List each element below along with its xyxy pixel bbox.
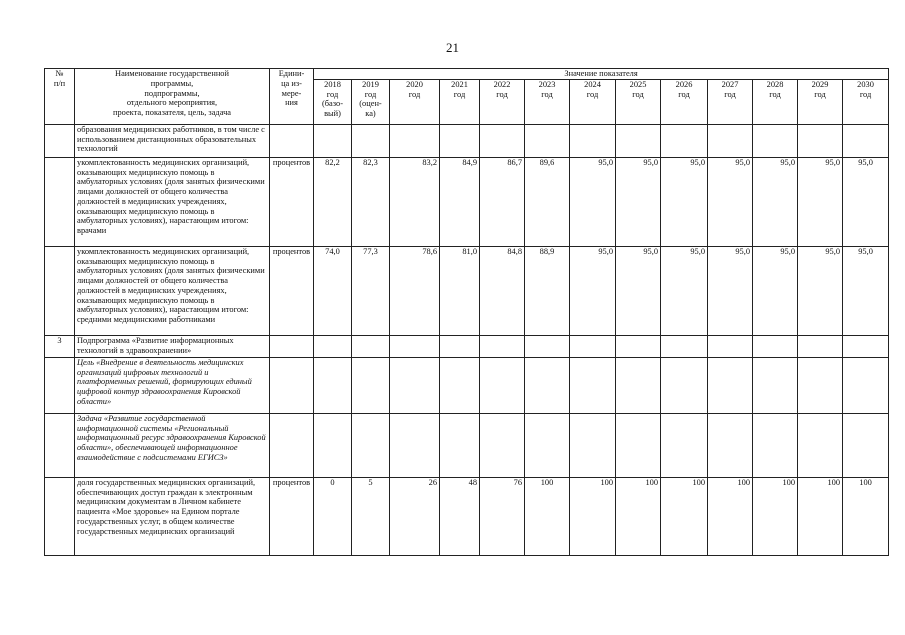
- row-name: образования медицинских работников, в том числе с использованием дистанционных образовательных технологий: [75, 124, 270, 157]
- row-value: [390, 335, 440, 357]
- row-name: Цель «Внедрение в деятельность медицинских организаций цифровых технологий и платформенных решений, формирующих единый цифровой контур здравоохранения Кировской области»: [75, 357, 270, 413]
- row-value: [480, 357, 525, 413]
- row-value: 95,0: [753, 246, 798, 335]
- row-value: [525, 413, 570, 477]
- header-year: 2019 год (оцен- ка): [352, 79, 390, 124]
- header-year: 2023 год: [525, 79, 570, 124]
- page-number: 21: [446, 40, 459, 55]
- row-number: [45, 413, 75, 477]
- row-value: [798, 357, 843, 413]
- row-value: 84,9: [440, 157, 480, 246]
- row-value: [661, 357, 708, 413]
- row-value: [525, 357, 570, 413]
- row-value: 84,8: [480, 246, 525, 335]
- row-value: 76: [480, 477, 525, 555]
- row-number: [45, 124, 75, 157]
- row-value: [390, 124, 440, 157]
- header-year: 2018 год (базо- вый): [314, 79, 352, 124]
- row-value: 100: [661, 477, 708, 555]
- row-value: 74,0: [314, 246, 352, 335]
- row-name: доля государственных медицинских организаций, обеспечивающих доступ граждан к электронным медицинским документам в Личном кабинете пациента «Мое здоровье» на Едином портале государственных услуг, в общем количестве государственных медицинских организаций: [75, 477, 270, 555]
- row-value: [661, 413, 708, 477]
- row-value: [798, 413, 843, 477]
- row-value: 95,0: [843, 246, 889, 335]
- row-value: 0: [314, 477, 352, 555]
- row-value: 86,7: [480, 157, 525, 246]
- row-value: [390, 413, 440, 477]
- row-unit: процентов: [270, 246, 314, 335]
- row-value: [708, 124, 753, 157]
- row-value: 95,0: [570, 246, 616, 335]
- row-number: 3: [45, 335, 75, 357]
- row-value: [798, 124, 843, 157]
- row-unit: процентов: [270, 477, 314, 555]
- header-name: Наименование государственной программы, подпрограммы, отдельного мероприятия, проекта, показателя, цель, задача: [75, 69, 270, 125]
- row-value: 89,6: [525, 157, 570, 246]
- row-value: 100: [753, 477, 798, 555]
- header-year: 2029 год: [798, 79, 843, 124]
- row-value: [708, 357, 753, 413]
- row-value: [352, 413, 390, 477]
- row-value: 88,9: [525, 246, 570, 335]
- row-value: 81,0: [440, 246, 480, 335]
- row-value: 95,0: [708, 246, 753, 335]
- row-value: [570, 335, 616, 357]
- row-value: 100: [525, 477, 570, 555]
- row-value: 100: [798, 477, 843, 555]
- row-name: укомплектованность медицинских организаций, оказывающих медицинскую помощь в амбулаторных условиях (доля занятых физическими лицами должностей от общего количества должностей в медицинских учреждениях, оказывающих медицинскую помощь в амбулаторных условиях), нарастающим итогом: врачами: [75, 157, 270, 246]
- header-values: Значение показателя: [314, 69, 889, 80]
- row-value: [661, 124, 708, 157]
- row-value: 82,2: [314, 157, 352, 246]
- row-value: 5: [352, 477, 390, 555]
- row-value: [753, 335, 798, 357]
- row-value: [525, 335, 570, 357]
- table-header: [45, 69, 889, 125]
- row-number: [45, 357, 75, 413]
- row-value: [352, 124, 390, 157]
- row-name: Задача «Развитие государственной информационной системы «Региональный информационный ресурс здравоохранения Кировской области», обеспечивающей информационное взаимодействие с подсистемами ЕГИСЗ»: [75, 413, 270, 477]
- row-value: [440, 124, 480, 157]
- row-value: 95,0: [798, 246, 843, 335]
- row-value: [708, 335, 753, 357]
- row-number: [45, 477, 75, 555]
- row-value: [843, 413, 889, 477]
- row-value: 48: [440, 477, 480, 555]
- header-year: 2028 год: [753, 79, 798, 124]
- row-value: [525, 124, 570, 157]
- row-unit: [270, 124, 314, 157]
- row-value: 100: [570, 477, 616, 555]
- row-value: 95,0: [708, 157, 753, 246]
- header-year: 2027 год: [708, 79, 753, 124]
- row-value: [314, 335, 352, 357]
- header-year: 2030 год: [843, 79, 889, 124]
- row-value: 95,0: [616, 157, 661, 246]
- row-value: 95,0: [753, 157, 798, 246]
- header-year: 2026 год: [661, 79, 708, 124]
- row-value: 82,3: [352, 157, 390, 246]
- row-value: [570, 413, 616, 477]
- row-value: 95,0: [616, 246, 661, 335]
- header-unit: Едини- ца из- мере- ния: [270, 69, 314, 125]
- table-row: [45, 357, 889, 413]
- row-value: 95,0: [798, 157, 843, 246]
- row-unit: процентов: [270, 157, 314, 246]
- row-value: 95,0: [661, 246, 708, 335]
- table-row: [45, 335, 889, 357]
- row-value: 83,2: [390, 157, 440, 246]
- table-body: [45, 124, 889, 555]
- table-row: [45, 477, 889, 555]
- table-row: [45, 246, 889, 335]
- row-value: [570, 124, 616, 157]
- row-value: [753, 413, 798, 477]
- row-value: [480, 335, 525, 357]
- row-value: 95,0: [661, 157, 708, 246]
- row-value: [661, 335, 708, 357]
- row-unit: [270, 357, 314, 413]
- row-name: Подпрограмма «Развитие информационных технологий в здравоохранении»: [75, 335, 270, 357]
- row-value: [843, 335, 889, 357]
- row-value: 95,0: [843, 157, 889, 246]
- table-row: [45, 157, 889, 246]
- row-value: [753, 357, 798, 413]
- header-year: 2021 год: [440, 79, 480, 124]
- row-value: 26: [390, 477, 440, 555]
- row-value: [352, 357, 390, 413]
- header-year: 2020 год: [390, 79, 440, 124]
- row-name: укомплектованность медицинских организаций, оказывающих медицинскую помощь в амбулаторных условиях (доля занятых физическими лицами должностей от общего количества должностей в медицинских учреждениях, оказывающих медицинскую помощь в амбулаторных условиях), нарастающим итогом: средними медицинскими работниками: [75, 246, 270, 335]
- row-value: [480, 124, 525, 157]
- table-row: [45, 124, 889, 157]
- row-unit: [270, 335, 314, 357]
- row-value: [440, 335, 480, 357]
- table-row: [45, 413, 889, 477]
- row-value: 77,3: [352, 246, 390, 335]
- row-value: 95,0: [570, 157, 616, 246]
- row-value: [314, 124, 352, 157]
- row-value: [352, 335, 390, 357]
- row-unit: [270, 413, 314, 477]
- row-value: [570, 357, 616, 413]
- row-value: 100: [708, 477, 753, 555]
- row-value: [314, 357, 352, 413]
- row-value: [480, 413, 525, 477]
- header-year: 2025 год: [616, 79, 661, 124]
- row-value: [616, 335, 661, 357]
- row-number: [45, 157, 75, 246]
- row-value: [314, 413, 352, 477]
- header-year: 2022 год: [480, 79, 525, 124]
- row-value: [708, 413, 753, 477]
- header-no: № п/п: [45, 69, 75, 125]
- row-value: 78,6: [390, 246, 440, 335]
- header-year: 2024 год: [570, 79, 616, 124]
- row-value: [616, 357, 661, 413]
- row-value: [616, 124, 661, 157]
- row-number: [45, 246, 75, 335]
- row-value: [616, 413, 661, 477]
- row-value: [440, 413, 480, 477]
- row-value: 100: [616, 477, 661, 555]
- row-value: [753, 124, 798, 157]
- indicator-table: [44, 68, 889, 556]
- row-value: [798, 335, 843, 357]
- row-value: [843, 124, 889, 157]
- row-value: [390, 357, 440, 413]
- row-value: [440, 357, 480, 413]
- row-value: 100: [843, 477, 889, 555]
- row-value: [843, 357, 889, 413]
